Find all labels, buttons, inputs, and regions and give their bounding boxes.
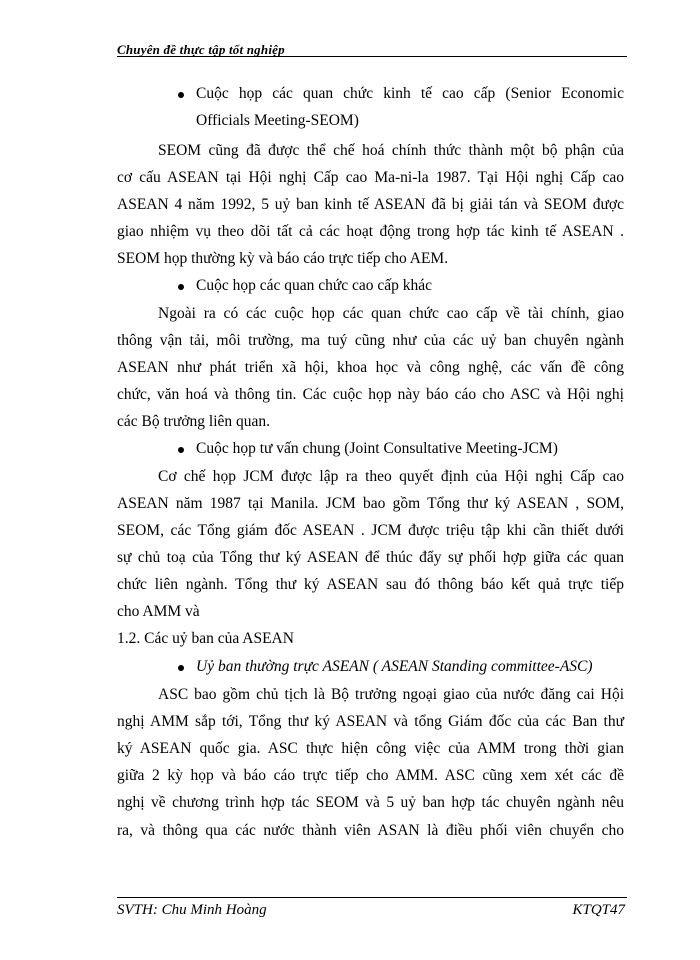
- others-paragraph-line: chức, văn hoá và thông tin. Các cuộc họp này báo cáo cho ASC và Hội nghị: [117, 386, 624, 403]
- footer-author: SVTH: Chu Minh Hoàng: [117, 902, 267, 918]
- section-heading: 1.2. Các uỷ ban của ASEAN: [117, 630, 294, 647]
- asc-paragraph-line: ra, và thông qua các nước thành viên ASAN là điều phối viên chuyển cho: [117, 822, 624, 839]
- header-divider: [117, 56, 627, 57]
- asc-paragraph-line: nghị AMM sắp tới, Tổng thư ký ASEAN và tổng Giám đốc của các Ban thư: [117, 713, 624, 730]
- jcm-paragraph-line: ASEAN năm 1987 tại Manila. JCM bao gồm Tổng thư ký ASEAN , SOM,: [117, 495, 624, 512]
- bullet-others: Cuộc họp các quan chức cao cấp khác: [196, 277, 433, 294]
- asc-paragraph-line: ASC bao gồm chủ tịch là Bộ trưởng ngoại giao của nước đăng cai Hội: [158, 686, 624, 703]
- jcm-paragraph-line: Cơ chế họp JCM được lập ra theo quyết định của Hội nghị Cấp cao: [158, 468, 624, 485]
- bullet-seom-line1: Cuộc họp các quan chức kinh tế cao cấp (Senior Economic: [196, 85, 624, 102]
- asc-paragraph-line: ký ASEAN quốc gia. ASC thực hiện công việc của AMM trong thời gian: [117, 740, 624, 757]
- others-paragraph-line: thông vận tải, môi trường, ma tuý cũng như của các uỷ ban chuyên ngành: [117, 332, 624, 349]
- bullet-seom-line2: Officials Meeting-SEOM): [196, 112, 359, 129]
- jcm-paragraph-line: SEOM, các Tổng giám đốc ASEAN . JCM được triệu tập khi cần thiết dưới: [117, 522, 624, 539]
- footer-divider: [117, 897, 627, 898]
- bullet-jcm: Cuộc họp tư vấn chung (Joint Consultative Meeting-JCM): [196, 440, 558, 457]
- seom-paragraph-line: SEOM họp thường kỳ và báo cáo trực tiếp cho AEM.: [117, 250, 449, 267]
- asc-paragraph-line: nghị về chương trình hợp tác SEOM và 5 uỷ ban hợp tác chuyên ngành nêu: [117, 794, 624, 811]
- footer-code: KTQT47: [572, 902, 625, 918]
- jcm-paragraph-line: sự chủ toạ của Tổng thư ký ASEAN để thúc đẩy sự phối hợp giữa các quan: [117, 549, 624, 566]
- others-paragraph-line: các Bộ trưởng liên quan.: [117, 413, 271, 430]
- bullet-asc: Uỷ ban thường trực ASEAN ( ASEAN Standing committee-ASC): [196, 658, 593, 675]
- others-paragraph-line: ASEAN như phát triển xã hội, khoa học và công nghệ, các vấn đề công: [117, 359, 624, 376]
- others-paragraph-line: Ngoài ra có các cuộc họp các quan chức cao cấp về tài chính, giao: [158, 305, 624, 322]
- seom-paragraph-line: ASEAN 4 năm 1992, 5 uỷ ban kinh tế ASEAN đã bị giải tán và SEOM được: [117, 196, 624, 213]
- seom-paragraph-line: giao nhiệm vụ theo dõi tất cả các hoạt động trong hợp tác kinh tế ASEAN .: [117, 223, 624, 240]
- bullet-icon: [178, 284, 184, 290]
- jcm-paragraph-line: chức liên ngành. Tổng thư ký ASEAN sau đó thông báo kết quả trực tiếp: [117, 576, 624, 593]
- asc-paragraph-line: giữa 2 kỳ họp và báo cáo trực tiếp cho AMM. ASC cũng xem xét các đề: [117, 767, 624, 784]
- bullet-icon: [178, 447, 184, 453]
- document-header-title: Chuyên đề thực tập tốt nghiệp: [117, 42, 285, 57]
- bullet-icon: [178, 92, 184, 98]
- jcm-paragraph-line: cho AMM và: [117, 603, 200, 620]
- seom-paragraph-line: cơ cấu ASEAN tại Hội nghị Cấp cao Ma-ni-la 1987. Tại Hội nghị Cấp cao: [117, 169, 624, 186]
- bullet-icon: [178, 665, 184, 671]
- seom-paragraph-line: SEOM cũng đã được thể chế hoá chính thức thành một bộ phận của: [158, 142, 624, 159]
